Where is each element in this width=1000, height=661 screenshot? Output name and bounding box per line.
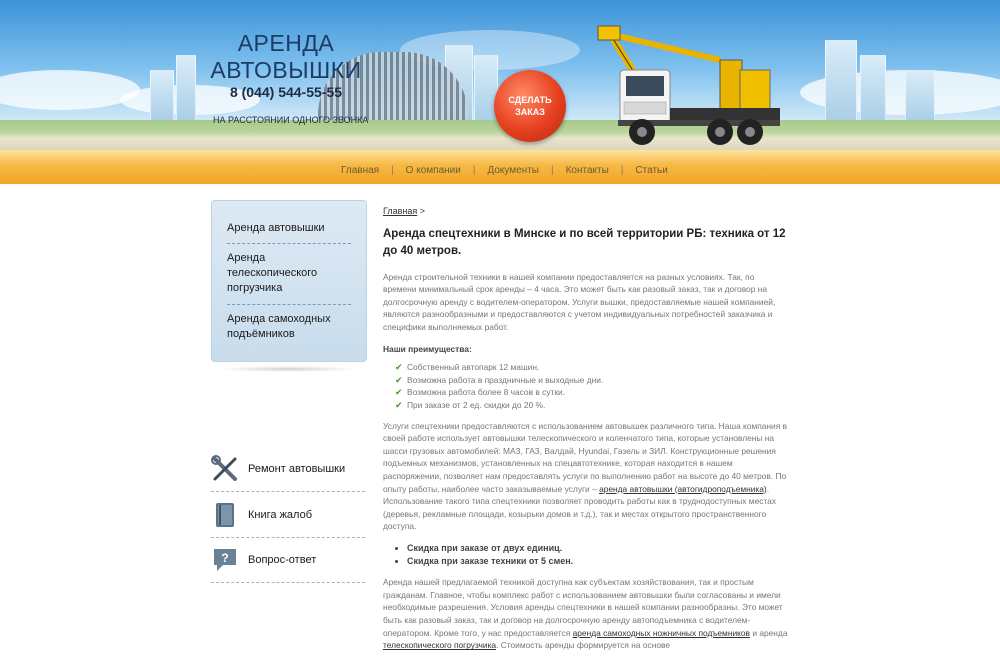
advantage-text: При заказе от 2 ед. скидки до 20 %. (407, 399, 546, 410)
rental-text: Аренда нашей предлагаемой техникой доступна как субъектам хозяйствования, так и простым гражданам. Главное, чтобы комплекс работ с использованием автовышки были согласованы и имели необходимые разрешения. Условия аренды спецтехники в нашей компании разнообразны. Это может быть как разовый заказ, так и договор на долгосрочную аренду автоподъемника с водителем-оператором. Кроме того, у нас предоставляется (383, 577, 783, 638)
divider (211, 491, 365, 492)
list-item (383, 374, 788, 387)
services-paragraph (383, 420, 788, 533)
book-icon (211, 501, 239, 529)
advantage-text: Возможна работа более 8 часов в сутки. (407, 387, 566, 398)
telehandler-link[interactable]: телескопического погрузчика (383, 640, 497, 651)
cloud (0, 70, 140, 110)
wrench-screwdriver-icon (211, 455, 239, 483)
sidebar-menu (211, 200, 367, 362)
logo-title-line1: АРЕНДА (237, 30, 335, 56)
tool-link-faq[interactable] (211, 546, 365, 584)
tool-link-repair[interactable] (211, 455, 365, 493)
scissor-lift-link[interactable]: аренда самоходных ножничных подъемников (572, 627, 750, 638)
sidebar-item-self-propelled-lifts[interactable]: Аренда самоходных подъёмников (227, 313, 331, 340)
sidebar-item-aerial-rental[interactable]: Аренда автовышки (227, 222, 325, 234)
advantage-text: Собственный автопарк 12 машин. (407, 362, 540, 373)
tool-label: Книга жалоб (248, 509, 313, 521)
nav-menu (329, 163, 680, 177)
building (150, 70, 174, 122)
nav-item-documents[interactable]: Документы (487, 164, 539, 176)
intro-paragraph: Аренда строительной техники в нашей компании предоставляется на разных условиях. Так, по времени минимальный срок аренды – 4 часа. Это может быть как разовый заказ, так и договор на долгосрочную аренду с водителем-оператором. Услуги вышки, предоставляемые нашей компанией, являются разнообразными и предоставляются с учетом индивидуальных потребностей заказчика и специфики выполняемых работ. (383, 271, 776, 332)
slogan: НА РАССТОЯНИИ ОДНОГО ЗВОНКА (213, 115, 369, 125)
logo-title-line2: АВТОВЫШКИ (210, 57, 362, 83)
advantages-title: Наши преимущества: (383, 343, 472, 354)
breadcrumb (383, 205, 788, 218)
tool-link-complaints-book[interactable] (211, 501, 365, 539)
discount-item: • Скидка при заказе от двух единиц. (407, 542, 788, 555)
rental-text-after: . Стоимость аренды формируется на основе (496, 640, 671, 651)
tool-label: Ремонт автовышки (248, 463, 346, 475)
nav-separator: | (551, 164, 554, 176)
aerial-platform-truck-image (590, 20, 800, 150)
nav-item-contacts[interactable]: Контакты (565, 164, 609, 176)
list-item (383, 386, 788, 399)
order-button-line1: СДЕЛАТЬ (508, 95, 552, 105)
nav-separator: | (391, 164, 394, 176)
divider (227, 304, 351, 305)
nav-item-articles[interactable]: Статьи (635, 164, 668, 176)
phone-number: 8 (044) 544-55-55 (229, 84, 343, 100)
divider (227, 243, 351, 244)
speech-bubble-icon (211, 546, 239, 574)
tool-label: Вопрос-ответ (248, 554, 317, 566)
divider (211, 537, 365, 538)
discounts-list (383, 542, 788, 568)
services-text: Услуги спецтехники предоставляются с использованием автовышек различного типа. Наша компания в своей работе использует автовышки телескопического и коленчатого типа, которые установлены на шасси грузовых автомобилей: МАЗ, ГАЗ, Валдай, Hyundai, Газель и ЗИЛ. Конструкционные решения подъемных механизмов, установленных на спецавтотехнике, которая находится в нашем распоряжении, позволяет нам предоставлять услуги по выполнению работ на высоте до 40 метров. По опыту работы, наиболее часто заказываемые услуги – (383, 420, 788, 494)
page-title: Аренда спецтехники в Минске и по всей территории РБ: техника от 12 до 40 метров. (383, 227, 786, 257)
sidebar-shadow (218, 366, 358, 372)
checkmark-icon: ✔ (395, 362, 403, 373)
checkmark-icon: ✔ (395, 399, 403, 410)
building (905, 70, 935, 122)
checkmark-icon: ✔ (395, 387, 403, 398)
nav-item-home[interactable]: Главная (341, 164, 380, 176)
building (176, 55, 196, 122)
order-button[interactable] (494, 70, 566, 142)
site-header (0, 0, 1000, 150)
nav-item-about[interactable]: О компании (405, 164, 461, 176)
discount-item: • Скидка при заказе техники от 5 смен. (407, 555, 788, 568)
svg-text:?: ? (221, 551, 229, 565)
sidebar-item-telehandler-rental[interactable]: Аренда телескопического погрузчика (227, 252, 318, 294)
order-button-line2: ЗАКАЗ (515, 107, 545, 117)
nav-separator: | (472, 164, 476, 176)
list-item (383, 361, 788, 374)
divider (211, 582, 365, 583)
building (825, 40, 857, 122)
top-navigation (0, 150, 1000, 184)
breadcrumb-home-link[interactable]: Главная (383, 206, 418, 216)
main-content (383, 205, 788, 661)
checkmark-icon: ✔ (395, 374, 403, 385)
services-text-after: . Использование такого типа спецтехники позволяет проводить работы как в труднодоступных местах (деревья, рекламные площади, козырьки домов и т.д.), так и местах открытого пространственного доступа. (383, 483, 776, 532)
building (860, 55, 886, 122)
list-item (383, 399, 788, 412)
rental-paragraph (383, 576, 788, 652)
rental-text-mid: и аренда (752, 627, 788, 638)
aerial-rental-link[interactable]: аренда автовышки (автогидроподъемника) (599, 483, 767, 494)
nav-separator: | (620, 164, 624, 176)
breadcrumb-separator: > (419, 206, 426, 216)
advantages-list (383, 361, 788, 411)
site-logo[interactable] (206, 30, 366, 84)
advantage-text: Возможна работа в праздничные и выходные дни. (407, 374, 604, 385)
